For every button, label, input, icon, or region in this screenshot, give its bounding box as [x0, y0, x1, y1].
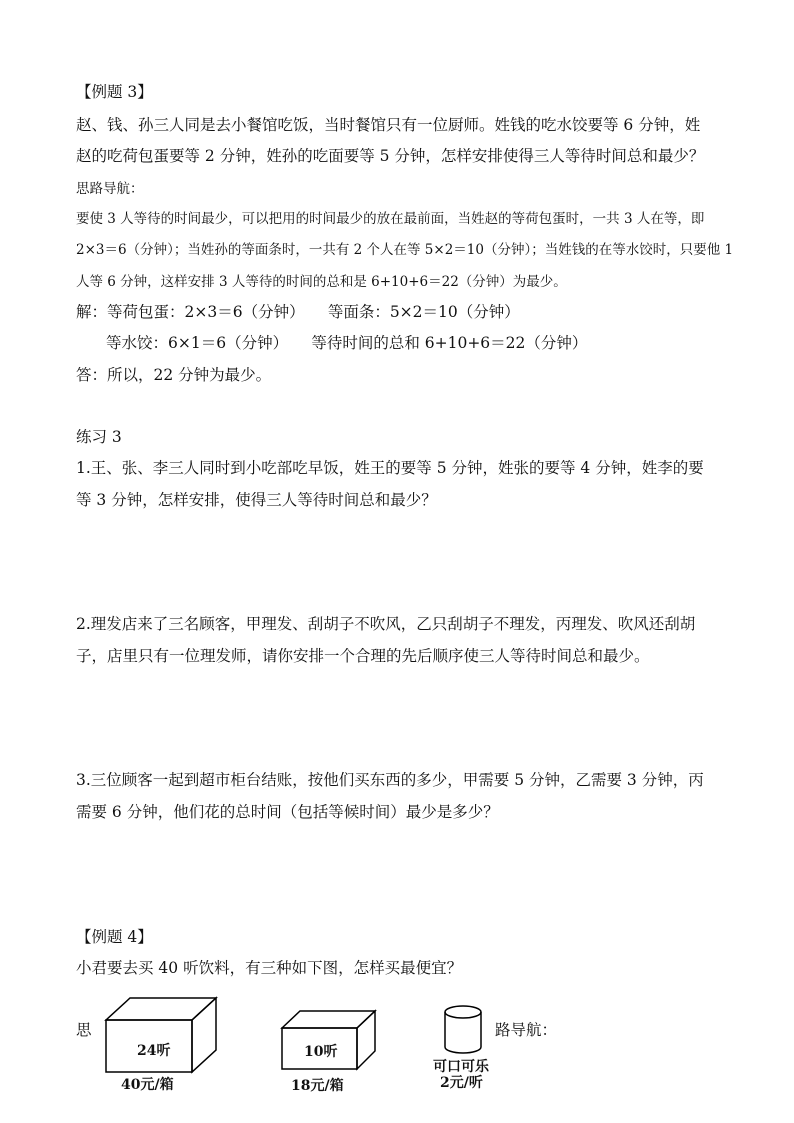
practice3-q3-line2: 需要 6 分钟，他们花的总时间（包括等候时间）最少是多少？	[76, 803, 499, 821]
box-24-figure	[104, 996, 224, 1074]
example3-hint-line2: 2×3＝6（分钟）；当姓孙的等面条时，一共有 2 个人在等 5×2＝10（分钟）；当姓钱的在等水饺时，只要他 1	[76, 242, 734, 258]
example4-hint-right: 路导航：	[495, 1021, 558, 1039]
example3-solution-line1: 解：等荷包蛋：2×3＝6（分钟） 等面条：5×2＝10（分钟）	[76, 303, 520, 321]
box-10-label: 10听	[304, 1044, 338, 1060]
example4-hint-left: 思	[76, 1021, 92, 1039]
box-24-label: 24听	[137, 1043, 171, 1059]
practice3-q1-line1: 1.王、张、李三人同时到小吃部吃早饭，姓王的要等 5 分钟，姓张的要等 4 分钟，姓李的要	[76, 459, 704, 477]
example3-problem-line1: 赵、钱、孙三人同是去小餐馆吃饭，当时餐馆只有一位厨师。姓钱的吃水饺要等 6 分钟，姓	[76, 116, 701, 134]
practice3-q3-line1: 3.三位顾客一起到超市柜台结账，按他们买东西的多少，甲需要 5 分钟，乙需要 3 分钟，丙	[76, 771, 704, 789]
example3-hint-line1: 要使 3 人等待的时间最少，可以把用的时间最少的放在最前面，当姓赵的等荷包蛋时，一共 3 人在等，即	[76, 211, 705, 227]
example3-heading: 【例题 3】	[76, 83, 153, 101]
example4-problem: 小君要去买 40 听饮料，有三种如下图，怎样买最便宜？	[76, 959, 463, 977]
cola-can-icon	[442, 1004, 484, 1056]
box-24-price: 40元/箱	[121, 1077, 174, 1093]
example4-heading: 【例题 4】	[76, 928, 153, 946]
example3-answer: 答：所以，22 分钟为最少。	[76, 366, 272, 384]
practice3-q1-line2: 等 3 分钟，怎样安排，使得三人等待时间总和最少？	[76, 491, 437, 509]
can-label: 可口可乐	[433, 1059, 489, 1075]
practice3-heading: 练习 3	[76, 428, 122, 446]
can-price: 2元/听	[440, 1075, 483, 1091]
example3-hint-line3: 人等 6 分钟，这样安排 3 人等待的时间的总和是 6+10+6＝22（分钟）为最少。	[76, 274, 567, 290]
box-10-price: 18元/箱	[291, 1078, 344, 1094]
example3-solution-line2: 等水饺：6×1＝6（分钟） 等待时间的总和 6+10+6＝22（分钟）	[106, 334, 588, 352]
example3-problem-line2: 赵的吃荷包蛋要等 2 分钟，姓孙的吃面要等 5 分钟，怎样安排使得三人等待时间总和最少？	[76, 147, 705, 165]
box-10-figure	[280, 1009, 378, 1071]
practice3-q2-line1: 2.理发店来了三名顾客，甲理发、刮胡子不吹风，乙只刮胡子不理发，丙理发、吹风还刮胡	[76, 615, 696, 633]
practice3-q2-line2: 子，店里只有一位理发师，请你安排一个合理的先后顺序使三人等待时间总和最少。	[76, 647, 650, 665]
example3-hint-title: 思路导航：	[76, 181, 144, 197]
